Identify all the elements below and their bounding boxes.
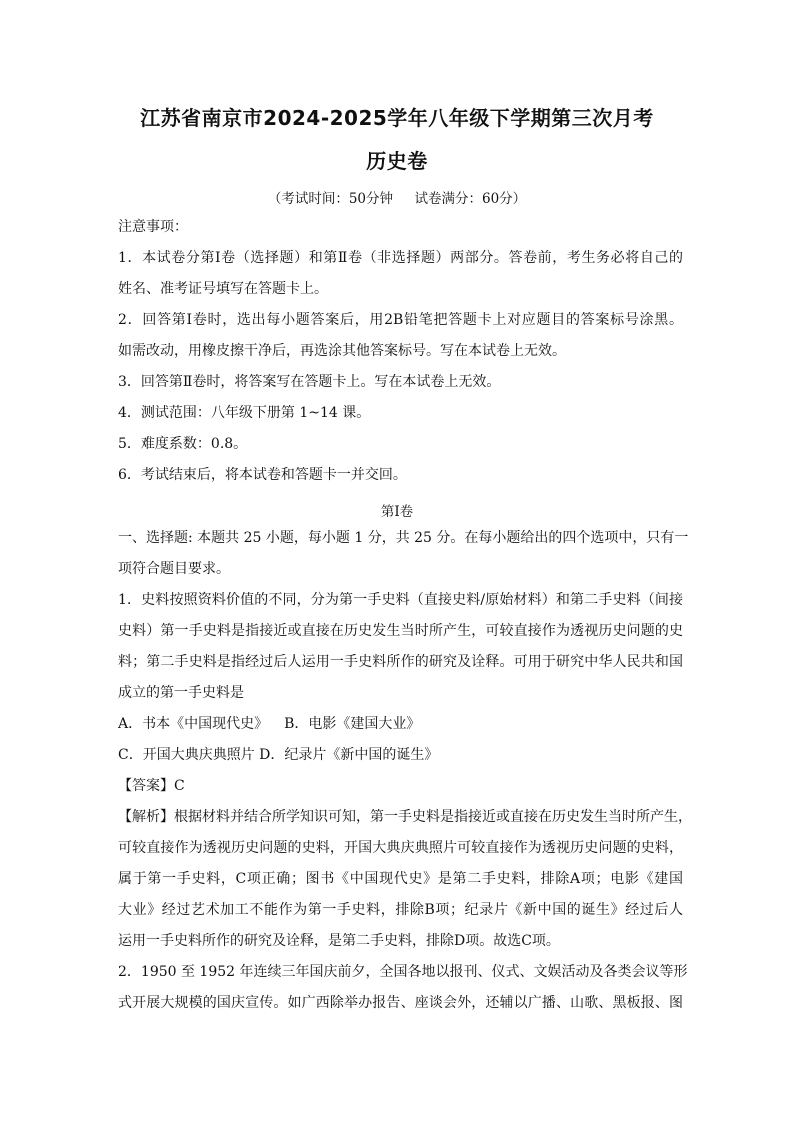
question-1-options-ab	[118, 714, 683, 734]
section-title: 第Ⅰ卷	[380, 504, 414, 520]
question-1-explanation-line-2: 可较直接作为透视历史问题的史料，开国大典庆典照片可较直接作为透视历史问题的史料，	[118, 840, 683, 856]
note-1-line-2: 姓名、准考证号填写在答题卡上。	[118, 281, 328, 297]
question-1-options-cd: C．开国大典庆典照片 D．纪录片《新中国的诞生》	[118, 747, 439, 763]
exam-subject: 历史卷	[366, 149, 428, 173]
question-1-explanation-line-4: 大业》经过艺术加工不能作为第一手史料，排除B项；纪录片《新中国的诞生》经过后人	[118, 902, 683, 918]
note-3: 3．回答第Ⅱ卷时，将答案写在答题卡上。写在本试卷上无效。	[118, 374, 501, 390]
question-1-line-2: 史料）第一手史料是指接近或直接在历史发生当时所产生，可较直接作为透视历史问题的史	[118, 623, 683, 639]
section-intro-line-1: 一、选择题: 本题共 25 小题，每小题 1 分，共 25 分。在每小题给出的四个选项中，只有一	[118, 530, 689, 546]
question-2-line-1: 2．1950 至 1952 年连续三年国庆前夕，全国各地以报刊、仪式、文娱活动及各类会议等形	[118, 964, 688, 980]
question-1-explanation-line-5: 运用一手史料所作的研究及诠释，是第二手史料，排除D项。故选C项。	[118, 933, 560, 949]
option-b: B．电影《建国大业》	[284, 716, 421, 732]
note-2-line-2: 如需改动，用橡皮擦干净后，再选涂其他答案标号。写在本试卷上无效。	[118, 343, 566, 359]
question-1-line-4: 成立的第一手史料是	[118, 685, 244, 701]
question-1-explanation-line-1: 【解析】根据材料并结合所学知识可知，第一手史料是指接近或直接在历史发生当时所产生，	[118, 809, 692, 825]
question-2-line-2: 式开展大规模的国庆宣传。如广西除举办报告、座谈会外，还辅以广播、山歌、黑板报、图	[118, 995, 683, 1011]
section-intro-line-2: 项符合题目要求。	[118, 561, 230, 577]
question-1-line-1: 1．史料按照资料价值的不同，分为第一手史料（直接史料/原始材料）和第二手史料（间接	[118, 592, 683, 608]
notes-heading: 注意事项：	[118, 219, 188, 235]
note-2-line-1: 2．回答第Ⅰ卷时，选出每小题答案后，用2B铅笔把答题卡上对应题目的答案标号涂黑。	[118, 312, 683, 328]
note-5: 5．难度系数：0.8。	[118, 436, 248, 452]
note-4: 4．测试范围：八年级下册第 1~14 课。	[118, 405, 371, 421]
question-1-explanation-line-3: 属于第一手史料，C项正确；图书《中国现代史》是第二手史料，排除A项；电影《建国	[118, 871, 683, 887]
note-1-line-1: 1．本试卷分第Ⅰ卷（选择题）和第Ⅱ卷（非选择题）两部分。答卷前，考生务必将自己的	[118, 250, 683, 266]
note-6: 6．考试结束后，将本试卷和答题卡一并交回。	[118, 467, 407, 483]
question-1-line-3: 料；第二手史料是指经过后人运用一手史料所作的研究及诠释。可用于研究中华人民共和国	[118, 654, 683, 670]
question-1-answer: 【答案】C	[118, 778, 185, 794]
exam-title: 江苏省南京市2024-2025学年八年级下学期第三次月考	[140, 106, 654, 130]
exam-meta: （考试时间：50分钟 试卷满分：60分）	[267, 191, 527, 207]
option-a: A．书本《中国现代史》	[118, 716, 269, 732]
